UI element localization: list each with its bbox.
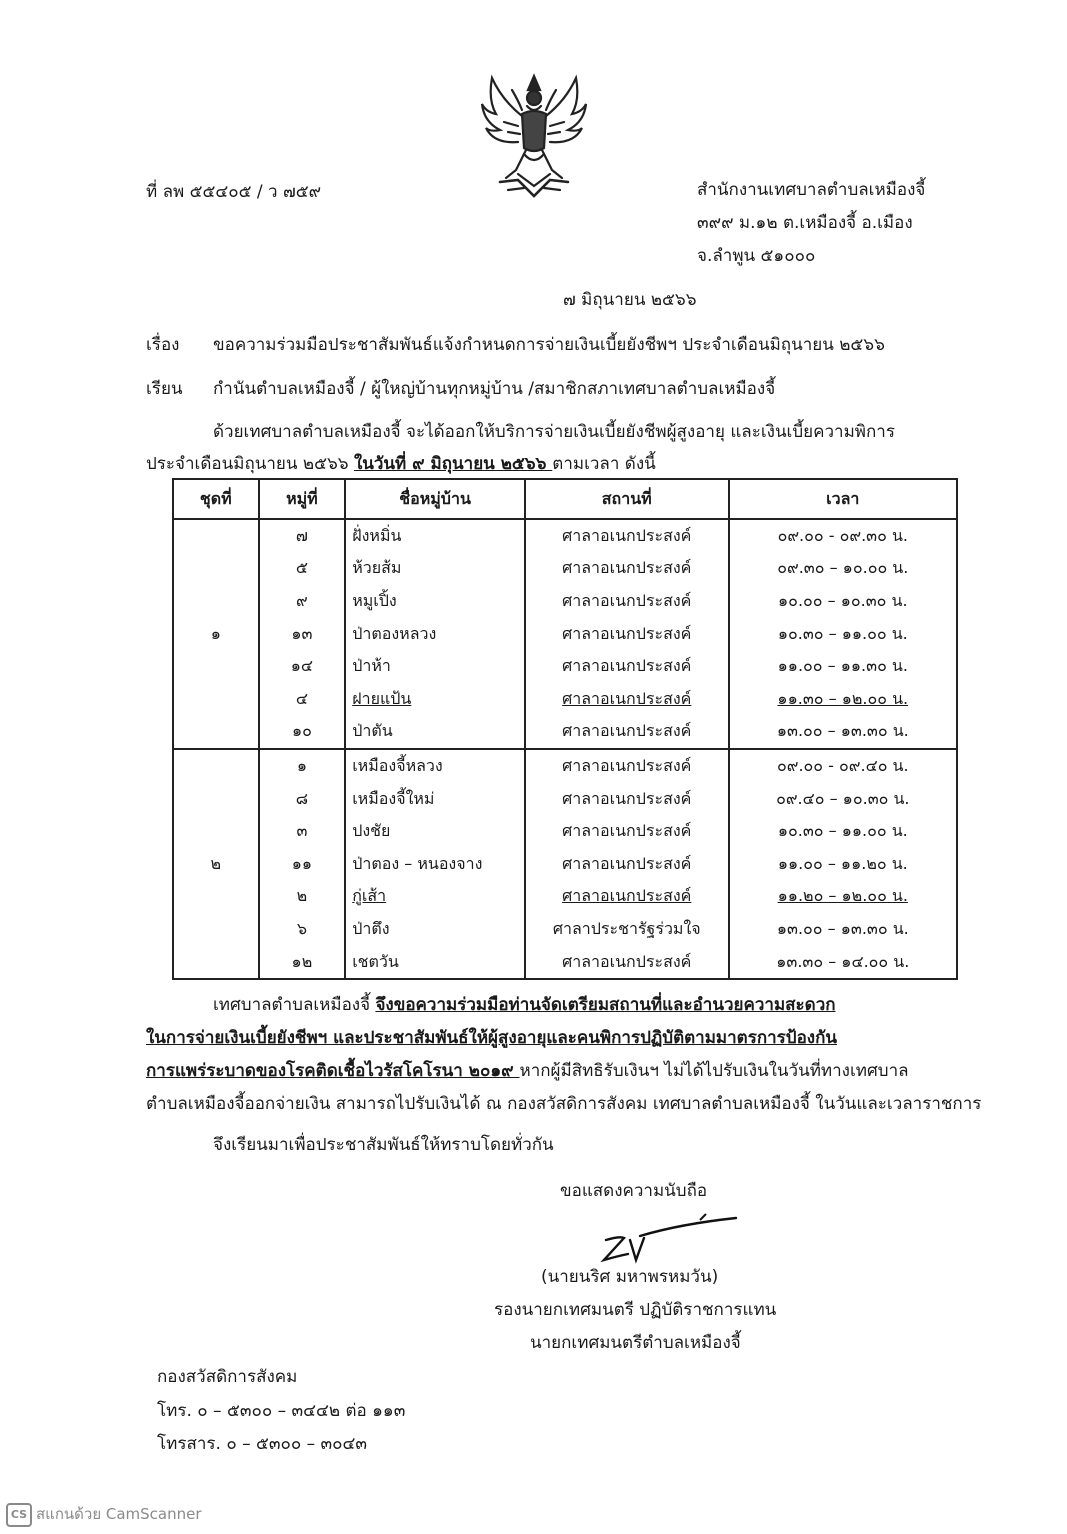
body-line-2: ในการจ่ายเงินเบี้ยยังชีพฯ และประชาสัมพันธ์ให้ผู้สูงอายุและคนพิการปฏิบัติตามมาตรการป้องกัน: [146, 1028, 838, 1048]
place-cell: ศาลาอเนกประสงค์: [525, 519, 729, 553]
table-row: [173, 848, 957, 881]
village-cell: ป่าตอง – หนองจาง: [345, 848, 525, 881]
table-row: [173, 618, 957, 651]
place-cell: ศาลาอเนกประสงค์: [525, 553, 729, 586]
header-time: เวลา: [729, 479, 957, 519]
header-place: สถานที่: [525, 479, 729, 519]
place-cell: ศาลาอเนกประสงค์: [525, 585, 729, 618]
place-cell: ศาลาอเนกประสงค์: [525, 716, 729, 750]
time-cell: ๑๓.๐๐ – ๑๓.๓๐ น.: [729, 913, 957, 946]
time-cell: ๑๑.๒๐ – ๑๒.๐๐ น.: [729, 881, 957, 914]
office-province: จ.ลำพูน ๕๑๐๐๐: [697, 246, 816, 266]
time-cell: ๐๙.๐๐ - ๐๙.๓๐ น.: [729, 519, 957, 553]
time-cell: ๑๐.๓๐ – ๑๑.๐๐ น.: [729, 815, 957, 848]
village-cell: ป่าตัน: [345, 716, 525, 750]
header-set: ชุดที่: [173, 479, 259, 519]
place-cell: ศาลาอเนกประสงค์: [525, 848, 729, 881]
village-cell: กู่เส้า: [345, 881, 525, 914]
moo-cell: ๑๑: [259, 848, 346, 881]
subject-text: ขอความร่วมมือประชาสัมพันธ์แจ้งกำหนดการจ่ายเงินเบี้ยยังชีพฯ ประจำเดือนมิถุนายน ๒๕๖๖: [213, 335, 885, 355]
moo-cell: ๒: [259, 881, 346, 914]
body-line-5: จึงเรียนมาเพื่อประชาสัมพันธ์ให้ทราบโดยทั่วกัน: [213, 1135, 554, 1155]
intro-line-1: ด้วยเทศบาลตำบลเหมืองจี้ จะได้ออกให้บริการจ่ายเงินเบี้ยยังชีพผู้สูงอายุ และเงินเบี้ยความพิการ: [213, 422, 895, 442]
closing: ขอแสดงความนับถือ: [560, 1181, 708, 1201]
table-group-2: [173, 749, 957, 979]
time-cell: ๐๙.๔๐ – ๑๐.๓๐ น.: [729, 783, 957, 816]
village-cell: ห้วยส้ม: [345, 553, 525, 586]
contact-tel: โทร. ๐ – ๕๓๐๐ – ๓๔๔๒ ต่อ ๑๑๓: [157, 1401, 406, 1421]
set-number: ๑: [173, 519, 259, 749]
document-ref: ที่ ลพ ๕๕๔๐๕ / ว ๗๕๙: [146, 182, 322, 202]
place-cell: ศาลาอเนกประสงค์: [525, 683, 729, 716]
place-cell: ศาลาอเนกประสงค์: [525, 815, 729, 848]
signer-name: (นายนริศ มหาพรหมวัน): [541, 1267, 719, 1287]
camscanner-watermark: [6, 1502, 202, 1527]
header-moo: หมู่ที่: [259, 479, 346, 519]
village-cell: เหมืองจี้หลวง: [345, 749, 525, 783]
time-cell: ๑๐.๐๐ – ๑๐.๓๐ น.: [729, 585, 957, 618]
table-row: [173, 553, 957, 586]
time-cell: ๑๑.๐๐ – ๑๑.๒๐ น.: [729, 848, 957, 881]
time-cell: ๑๑.๓๐ – ๑๒.๐๐ น.: [729, 683, 957, 716]
body-unclaimed: หากผู้มีสิทธิรับเงินฯ ไม่ได้ไปรับเงินในวันที่ทางเทศบาล: [519, 1061, 909, 1081]
camscanner-logo-icon: CS: [6, 1503, 32, 1527]
garuda-emblem: [478, 70, 590, 202]
moo-cell: ๙: [259, 585, 346, 618]
place-cell: ศาลาอเนกประสงค์: [525, 783, 729, 816]
contact-dept: กองสวัสดิการสังคม: [157, 1367, 298, 1387]
body-line-3: [146, 1059, 909, 1083]
time-cell: ๑๓.๓๐ – ๑๔.๐๐ น.: [729, 946, 957, 980]
time-cell: ๐๙.๐๐ - ๐๙.๔๐ น.: [729, 749, 957, 783]
moo-cell: ๖: [259, 913, 346, 946]
table-row: [173, 815, 957, 848]
table-header-row: [173, 479, 957, 519]
village-cell: หมูเปิ้ง: [345, 585, 525, 618]
office-address: ๓๙๙ ม.๑๒ ต.เหมืองจี้ อ.เมือง: [697, 213, 913, 233]
set-number: ๒: [173, 749, 259, 979]
place-cell: ศาลาอเนกประสงค์: [525, 749, 729, 783]
village-cell: เชตวัน: [345, 946, 525, 980]
body-covid: การแพร่ระบาดของโรคติดเชื้อไวรัสโคโรนา ๒๐๑๙: [146, 1061, 520, 1081]
schedule-table: [172, 478, 958, 980]
body-request: จึงขอความร่วมมือท่านจัดเตรียมสถานที่และอำนวยความสะดวก: [375, 995, 836, 1015]
intro-time-label: ตามเวลา ดังนี้: [552, 454, 656, 474]
camscanner-text: สแกนด้วย CamScanner: [36, 1505, 202, 1523]
village-cell: ป่าตึง: [345, 913, 525, 946]
intro-service-date: ในวันที่ ๙ มิถุนายน ๒๕๖๖: [353, 454, 553, 474]
table-row: [173, 881, 957, 914]
time-cell: ๐๙.๓๐ – ๑๐.๐๐ น.: [729, 553, 957, 586]
table-row: [173, 650, 957, 683]
signature: [590, 1210, 740, 1270]
intro-line-2: [146, 452, 656, 476]
signer-title-1: รองนายกเทศมนตรี ปฏิบัติราชการแทน: [494, 1300, 777, 1320]
moo-cell: ๔: [259, 683, 346, 716]
table-group-1: [173, 519, 957, 749]
time-cell: ๑๓.๐๐ – ๑๓.๓๐ น.: [729, 716, 957, 750]
moo-cell: ๑๒: [259, 946, 346, 980]
moo-cell: ๑๓: [259, 618, 346, 651]
place-cell: ศาลาอเนกประสงค์: [525, 946, 729, 980]
office-name: สำนักงานเทศบาลตำบลเหมืองจี้: [697, 180, 926, 200]
to-label: เรียน: [146, 379, 183, 399]
intro-month: ประจำเดือนมิถุนายน ๒๕๖๖: [146, 454, 354, 474]
body-line-4: ตำบลเหมืองจี้ออกจ่ายเงิน สามารถไปรับเงินได้ ณ กองสวัสดิการสังคม เทศบาลตำบลเหมืองจี้ ในวันและเวลาราชการ: [146, 1094, 982, 1114]
village-cell: ป่าตองหลวง: [345, 618, 525, 651]
header-village: ชื่อหมู่บ้าน: [345, 479, 525, 519]
body-line-1: [213, 993, 836, 1017]
signer-title-2: นายกเทศมนตรีตำบลเหมืองจี้: [530, 1333, 741, 1353]
table-row: [173, 913, 957, 946]
to-text: กำนันตำบลเหมืองจี้ / ผู้ใหญ่บ้านทุกหมู่บ้าน /สมาชิกสภาเทศบาลตำบลเหมืองจี้: [213, 379, 776, 399]
place-cell: ศาลาอเนกประสงค์: [525, 650, 729, 683]
moo-cell: ๑๐: [259, 716, 346, 750]
contact-fax: โทรสาร. ๐ – ๕๓๐๐ – ๓๐๔๓: [157, 1434, 368, 1454]
document-date: ๗ มิถุนายน ๒๕๖๖: [563, 290, 697, 310]
moo-cell: ๘: [259, 783, 346, 816]
moo-cell: ๓: [259, 815, 346, 848]
place-cell: ศาลาอเนกประสงค์: [525, 881, 729, 914]
table-row: [173, 519, 957, 553]
village-cell: ฝั่งหมิ่น: [345, 519, 525, 553]
table-row: [173, 946, 957, 980]
moo-cell: ๑: [259, 749, 346, 783]
time-cell: ๑๐.๓๐ – ๑๑.๐๐ น.: [729, 618, 957, 651]
subject-label: เรื่อง: [146, 335, 180, 355]
place-cell: ศาลาอเนกประสงค์: [525, 618, 729, 651]
village-cell: ปงชัย: [345, 815, 525, 848]
moo-cell: ๗: [259, 519, 346, 553]
table-row: [173, 783, 957, 816]
village-cell: เหมืองจี้ใหม่: [345, 783, 525, 816]
body-municipality: เทศบาลตำบลเหมืองจี้: [213, 995, 376, 1015]
moo-cell: ๕: [259, 553, 346, 586]
moo-cell: ๑๔: [259, 650, 346, 683]
table-row: [173, 585, 957, 618]
time-cell: ๑๑.๐๐ – ๑๑.๓๐ น.: [729, 650, 957, 683]
table-row: [173, 683, 957, 716]
table-row: [173, 749, 957, 783]
village-cell: ฝายแป้น: [345, 683, 525, 716]
village-cell: ป่าห้า: [345, 650, 525, 683]
table-row: [173, 716, 957, 750]
place-cell: ศาลาประชารัฐร่วมใจ: [525, 913, 729, 946]
